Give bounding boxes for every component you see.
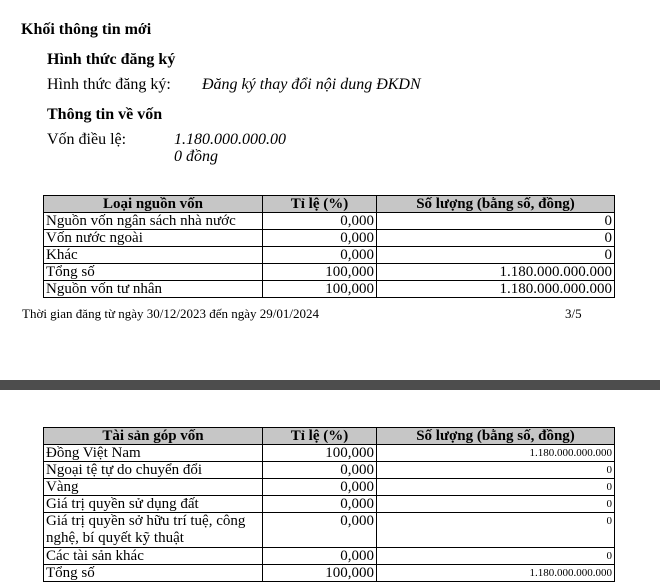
table-cell: Đồng Việt Nam (44, 445, 263, 462)
table-cell: 0 (377, 247, 615, 264)
table-row (44, 548, 615, 565)
contributed-assets-table (43, 427, 615, 582)
table-cell: Vốn nước ngoài (44, 230, 263, 247)
table-cell: 0 (377, 479, 615, 496)
table-cell: 1.180.000.000.000 (377, 264, 615, 281)
table-row (44, 496, 615, 513)
capital-heading: Thông tin về vốn (47, 106, 163, 123)
registration-period: Thời gian đăng từ ngày 30/12/2023 đến ngày 29/01/2024 (22, 306, 319, 321)
table-cell: 0 (377, 496, 615, 513)
table-cell: Ngoại tệ tự do chuyển đổi (44, 462, 263, 479)
table-row (44, 281, 615, 298)
table-row (44, 513, 615, 548)
table-cell: 0,000 (263, 462, 377, 479)
table-cell (44, 513, 263, 548)
charter-capital-label: Vốn điều lệ: (47, 131, 127, 148)
table-cell: 100,000 (263, 445, 377, 462)
table-header-row (44, 196, 615, 213)
table-cell: 0,000 (263, 247, 377, 264)
column-header: Số lượng (bằng số, đồng) (377, 428, 615, 445)
capital-source-table (43, 195, 615, 298)
table-cell: 1.180.000.000.000 (377, 565, 615, 582)
table-cell: Vàng (44, 479, 263, 496)
charter-capital-value: 1.180.000.000.00 (174, 131, 286, 148)
table-cell: Nguồn vốn tư nhân (44, 281, 263, 298)
cell-line: nghệ, bí quyết kỹ thuật (46, 530, 184, 546)
table-row (44, 462, 615, 479)
table-row (44, 479, 615, 496)
table-cell: 100,000 (263, 565, 377, 582)
table-header-row (44, 428, 615, 445)
table-cell: 0 (377, 462, 615, 479)
page-number: 3/5 (565, 306, 582, 321)
table-cell: 0 (377, 513, 615, 548)
table-cell: Giá trị quyền sử dụng đất (44, 496, 263, 513)
table-cell: 0,000 (263, 479, 377, 496)
table-row (44, 264, 615, 281)
column-header: Tài sản góp vốn (44, 428, 263, 445)
column-header: Tỉ lệ (%) (263, 428, 377, 445)
table-row (44, 230, 615, 247)
table-cell: 0 (377, 548, 615, 565)
table-cell: Các tài sản khác (44, 548, 263, 565)
table-cell: 100,000 (263, 264, 377, 281)
table-row (44, 213, 615, 230)
table-cell: 0,000 (263, 230, 377, 247)
registration-heading: Hình thức đăng ký (47, 51, 176, 68)
table-cell: 0,000 (263, 548, 377, 565)
table-cell: 1.180.000.000.000 (377, 445, 615, 462)
table-cell: Tổng số (44, 565, 263, 582)
cell-line: Giá trị quyền sở hữu trí tuệ, công (46, 513, 246, 529)
section-title: Khối thông tin mới (21, 21, 152, 38)
registration-label: Hình thức đăng ký: (47, 76, 171, 93)
column-header: Tỉ lệ (%) (263, 196, 377, 213)
registration-value: Đăng ký thay đổi nội dung ĐKDN (202, 76, 421, 93)
table-cell: 100,000 (263, 281, 377, 298)
table-cell: Nguồn vốn ngân sách nhà nước (44, 213, 263, 230)
table-cell: 0,000 (263, 513, 377, 548)
table-cell: 0,000 (263, 213, 377, 230)
charter-capital-words: 0 đồng (174, 148, 218, 165)
column-header: Loại nguồn vốn (44, 196, 263, 213)
table-cell: 1.180.000.000.000 (377, 281, 615, 298)
page-separator (0, 380, 660, 390)
table-cell: 0 (377, 213, 615, 230)
table-cell: 0,000 (263, 496, 377, 513)
table-cell: Tổng số (44, 264, 263, 281)
table-cell: Khác (44, 247, 263, 264)
table-row (44, 247, 615, 264)
table-row (44, 565, 615, 582)
table-row (44, 445, 615, 462)
table-cell: 0 (377, 230, 615, 247)
column-header: Số lượng (bằng số, đồng) (377, 196, 615, 213)
